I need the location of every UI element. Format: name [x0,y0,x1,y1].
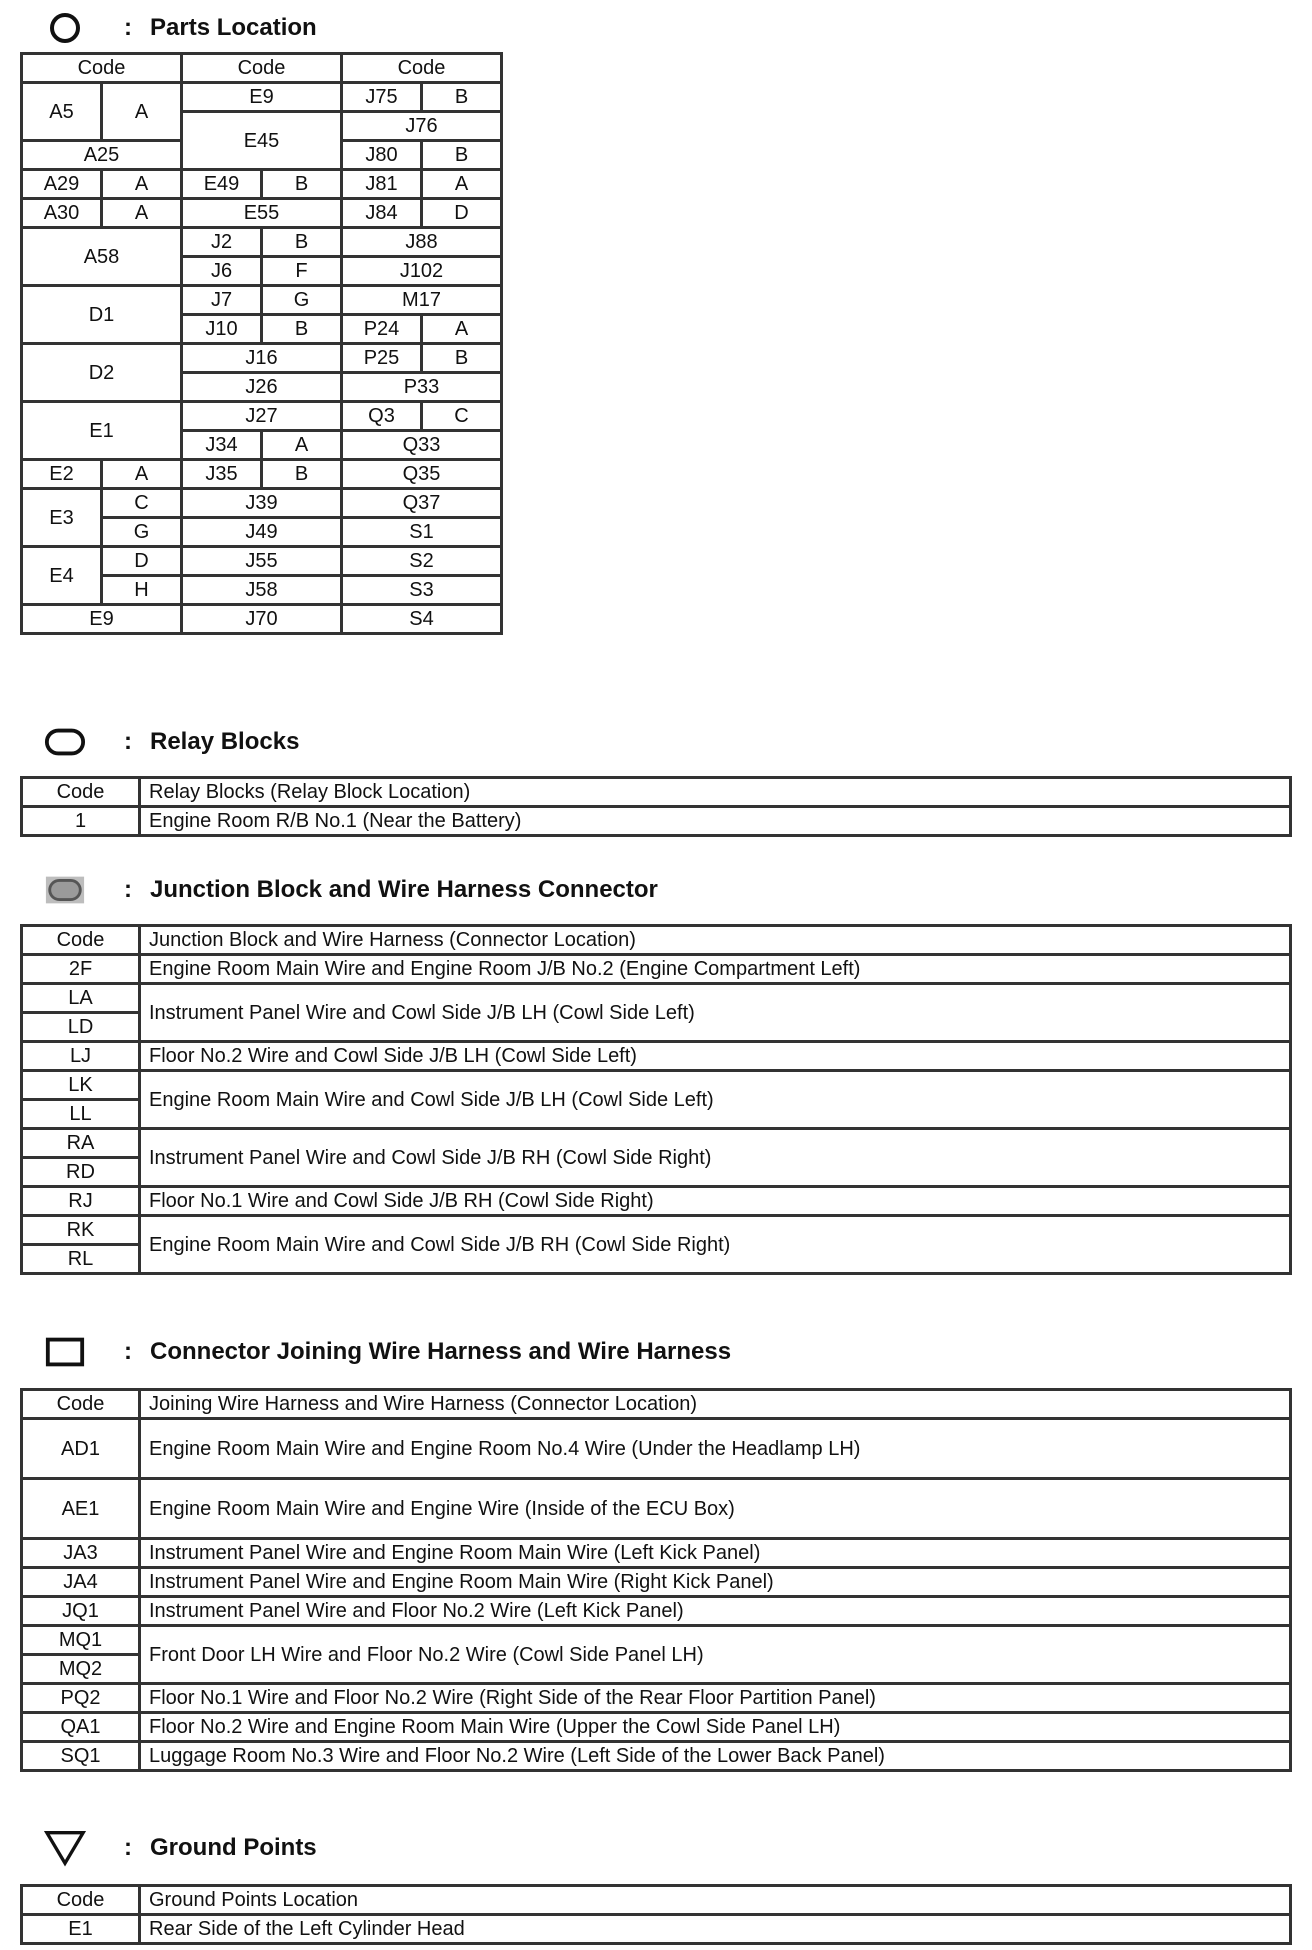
location-cell: C [102,489,182,518]
table-row [22,807,1291,836]
ground-points-table [20,1884,1292,1945]
code-cell: P24 [342,315,422,344]
location-cell: B [422,83,502,112]
code-cell: J16 [182,344,342,373]
code-cell: D2 [22,344,182,402]
location-cell: G [102,518,182,547]
code-cell: J55 [182,547,342,576]
table-row [22,1713,1291,1742]
code-cell: S1 [342,518,502,547]
table-row [22,199,502,228]
table-row [22,1597,1291,1626]
code-cell: JA3 [22,1539,140,1568]
table-row [22,228,502,257]
code-cell: JQ1 [22,1597,140,1626]
location-cell: A [422,170,502,199]
relay-blocks-table [20,776,1292,837]
description-cell: Engine Room Main Wire and Engine Wire (Inside of the ECU Box) [140,1479,1291,1539]
code-cell: J70 [182,605,342,634]
code-cell: J10 [182,315,262,344]
description-cell: Engine Room Main Wire and Engine Room J/B No.2 (Engine Compartment Left) [140,955,1291,984]
code-cell: J58 [182,576,342,605]
header-cell: Code [342,54,502,83]
location-cell: G [262,286,342,315]
code-cell: E9 [182,83,342,112]
code-cell: J2 [182,228,262,257]
code-cell: LA [22,984,140,1013]
code-cell: S4 [342,605,502,634]
triangle-symbol-icon [44,1828,86,1868]
code-cell: E3 [22,489,102,547]
code-cell: A29 [22,170,102,199]
table-row [22,1568,1291,1597]
code-cell: MQ2 [22,1655,140,1684]
relay-blocks-header [44,722,299,762]
code-cell: J75 [342,83,422,112]
code-cell: J35 [182,460,262,489]
code-cell: J7 [182,286,262,315]
table-row [22,1684,1291,1713]
code-cell: RA [22,1129,140,1158]
description-cell: Engine Room Main Wire and Engine Room No.4 Wire (Under the Headlamp LH) [140,1419,1291,1479]
parts-location-colon: : [124,14,132,41]
parts-location-header [44,8,317,48]
code-cell: E55 [182,199,342,228]
code-cell: 2F [22,955,140,984]
code-cell: J102 [342,257,502,286]
code-cell: P33 [342,373,502,402]
table-row [22,1129,1291,1158]
location-cell: B [262,228,342,257]
parts-location-table [20,52,503,635]
code-cell: J76 [342,112,502,141]
code-cell: J39 [182,489,342,518]
connector-joining-table [20,1388,1292,1772]
location-cell: B [262,460,342,489]
header-cell: Code [22,926,140,955]
rounded-rectangle-symbol-icon [44,722,86,762]
table-row [22,1915,1291,1944]
table-row [22,489,502,518]
code-cell: LK [22,1071,140,1100]
code-cell: J81 [342,170,422,199]
header-cell: Joining Wire Harness and Wire Harness (Connector Location) [140,1390,1291,1419]
table-row [22,955,1291,984]
description-cell: Front Door LH Wire and Floor No.2 Wire (Cowl Side Panel LH) [140,1626,1291,1684]
code-cell: E2 [22,460,102,489]
code-cell: M17 [342,286,502,315]
location-cell: A [102,460,182,489]
code-cell: LD [22,1013,140,1042]
code-cell: AD1 [22,1419,140,1479]
code-cell: RL [22,1245,140,1274]
table-row [22,1419,1291,1479]
table-row [22,605,502,634]
code-cell: A5 [22,83,102,141]
table-row [22,1479,1291,1539]
table-row [22,778,1291,807]
code-cell: RK [22,1216,140,1245]
ground-points-title: Ground Points [150,1834,317,1861]
location-cell: B [422,344,502,373]
relay-blocks-colon: : [124,728,132,755]
junction-block-header [44,870,658,910]
code-cell: J84 [342,199,422,228]
square-symbol-icon [44,1332,86,1372]
table-row [22,1886,1291,1915]
code-cell: AE1 [22,1479,140,1539]
code-cell: E49 [182,170,262,199]
description-cell: Floor No.2 Wire and Cowl Side J/B LH (Cowl Side Left) [140,1042,1291,1071]
code-cell: J6 [182,257,262,286]
parts-location-title: Parts Location [150,14,317,41]
code-cell: E4 [22,547,102,605]
code-cell: Q3 [342,402,422,431]
location-cell: D [102,547,182,576]
table-row [22,1042,1291,1071]
location-cell: A [102,83,182,141]
description-cell: Engine Room Main Wire and Cowl Side J/B RH (Cowl Side Right) [140,1216,1291,1274]
header-cell: Relay Blocks (Relay Block Location) [140,778,1291,807]
location-cell: A [422,315,502,344]
code-cell: Q33 [342,431,502,460]
code-cell: LL [22,1100,140,1129]
relay-blocks-title: Relay Blocks [150,728,300,755]
code-cell: J49 [182,518,342,547]
table-row [22,286,502,315]
code-cell: E9 [22,605,182,634]
code-cell: RJ [22,1187,140,1216]
table-row [22,926,1291,955]
description-cell: Instrument Panel Wire and Floor No.2 Wire (Left Kick Panel) [140,1597,1291,1626]
description-cell: Engine Room Main Wire and Cowl Side J/B LH (Cowl Side Left) [140,1071,1291,1129]
description-cell: Floor No.2 Wire and Engine Room Main Wire (Upper the Cowl Side Panel LH) [140,1713,1291,1742]
circle-symbol-icon [44,8,86,48]
connector-joining-header [44,1332,731,1372]
table-row [22,460,502,489]
code-cell: A30 [22,199,102,228]
header-cell: Ground Points Location [140,1886,1291,1915]
location-cell: C [422,402,502,431]
table-row [22,984,1291,1013]
table-row [22,547,502,576]
location-cell: H [102,576,182,605]
header-cell: Code [182,54,342,83]
table-row [22,83,502,112]
description-cell: Instrument Panel Wire and Cowl Side J/B LH (Cowl Side Left) [140,984,1291,1042]
code-cell: RD [22,1158,140,1187]
code-cell: E1 [22,1915,140,1944]
code-cell: A58 [22,228,182,286]
code-cell: J27 [182,402,342,431]
description-cell: Engine Room R/B No.1 (Near the Battery) [140,807,1291,836]
description-cell: Floor No.1 Wire and Floor No.2 Wire (Right Side of the Rear Floor Partition Panel) [140,1684,1291,1713]
header-cell: Code [22,1390,140,1419]
description-cell: Luggage Room No.3 Wire and Floor No.2 Wire (Left Side of the Lower Back Panel) [140,1742,1291,1771]
code-cell: SQ1 [22,1742,140,1771]
code-cell: Q35 [342,460,502,489]
description-cell: Instrument Panel Wire and Cowl Side J/B RH (Cowl Side Right) [140,1129,1291,1187]
table-row [22,1539,1291,1568]
code-cell: S3 [342,576,502,605]
code-cell: A25 [22,141,182,170]
table-row [22,1742,1291,1771]
code-cell: J88 [342,228,502,257]
code-cell: S2 [342,547,502,576]
table-row [22,1071,1291,1100]
location-cell: A [262,431,342,460]
header-cell: Code [22,1886,140,1915]
location-cell: B [262,315,342,344]
description-cell: Instrument Panel Wire and Engine Room Main Wire (Left Kick Panel) [140,1539,1291,1568]
code-cell: JA4 [22,1568,140,1597]
ground-points-colon: : [124,1834,132,1861]
header-cell: Junction Block and Wire Harness (Connector Location) [140,926,1291,955]
code-cell: MQ1 [22,1626,140,1655]
table-row [22,54,502,83]
code-cell: LJ [22,1042,140,1071]
ground-points-header [44,1828,317,1868]
code-cell: E1 [22,402,182,460]
table-row [22,1390,1291,1419]
code-cell: J80 [342,141,422,170]
location-cell: A [102,199,182,228]
junction-block-title: Junction Block and Wire Harness Connector [150,876,658,903]
code-cell: 1 [22,807,140,836]
table-row [22,1626,1291,1655]
description-cell: Instrument Panel Wire and Engine Room Main Wire (Right Kick Panel) [140,1568,1291,1597]
table-row [22,1187,1291,1216]
code-cell: D1 [22,286,182,344]
location-cell: A [102,170,182,199]
description-cell: Floor No.1 Wire and Cowl Side J/B RH (Cowl Side Right) [140,1187,1291,1216]
location-cell: B [262,170,342,199]
shaded-rounded-rectangle-symbol-icon [44,870,86,910]
junction-block-table [20,924,1292,1275]
connector-joining-title: Connector Joining Wire Harness and Wire Harness [150,1338,732,1365]
code-cell: Q37 [342,489,502,518]
code-cell: E45 [182,112,342,170]
table-row [22,344,502,373]
header-cell: Code [22,54,182,83]
code-cell: J34 [182,431,262,460]
location-cell: F [262,257,342,286]
location-cell: B [422,141,502,170]
table-row [22,402,502,431]
table-row [22,170,502,199]
code-cell: PQ2 [22,1684,140,1713]
connector-joining-colon: : [124,1338,132,1365]
table-row [22,1216,1291,1245]
code-cell: P25 [342,344,422,373]
header-cell: Code [22,778,140,807]
location-cell: D [422,199,502,228]
description-cell: Rear Side of the Left Cylinder Head [140,1915,1291,1944]
code-cell: J26 [182,373,342,402]
junction-block-colon: : [124,876,132,903]
code-cell: QA1 [22,1713,140,1742]
